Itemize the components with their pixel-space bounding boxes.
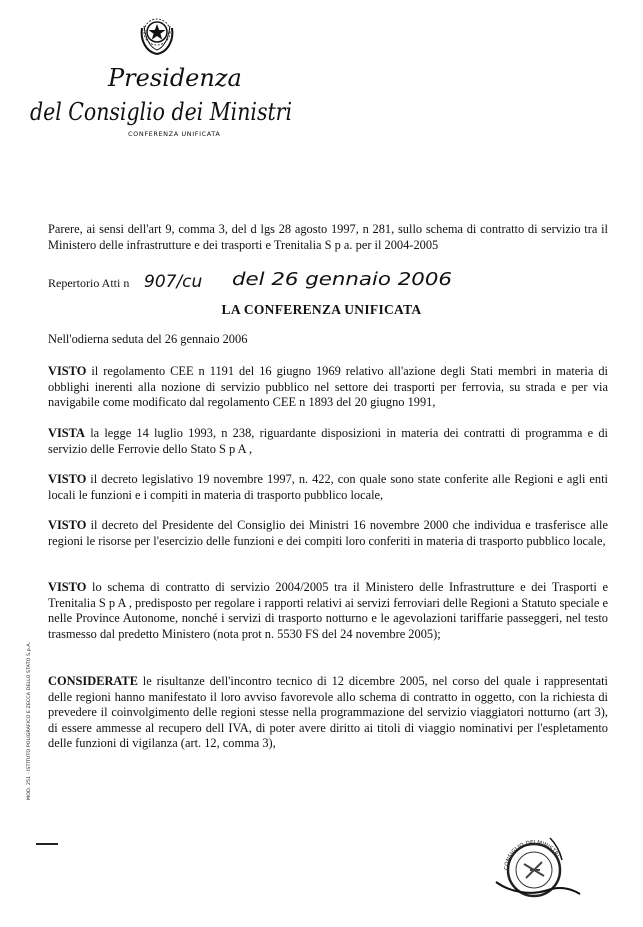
stamp-text: CONSIGLIO DEI MINISTRI xyxy=(503,839,561,871)
side-print-mark xyxy=(22,640,34,800)
paragraph-text: il decreto del Presidente del Consiglio dei Ministri 16 novembre 2000 che individua e trasferisce alle regioni le risorse per l'esercizio delle funzioni e dei compiti loro conferiti in materia di trasporto pubblico locale, xyxy=(48,518,608,548)
sub-office-label: CONFERENZA UNIFICATA xyxy=(128,130,221,138)
paragraph-text: la legge 14 luglio 1993, n 238, riguardante disposizioni in materia dei contratti di programma e di servizio delle Ferrovie dello Stato S p A , xyxy=(48,426,608,456)
paragraph-visto-3 xyxy=(48,518,608,549)
official-stamp-icon xyxy=(490,830,586,900)
repertorio-date: del 26 gennaio 2006 xyxy=(232,269,452,290)
republic-emblem-icon xyxy=(138,12,176,56)
repertorio-label: Repertorio Atti n xyxy=(48,276,130,290)
paragraph-text: il regolamento CEE n 1191 del 16 giugno 1969 relativo all'azione degli Stati membri in materia di obblighi inerenti alla nozione di servizio pubblico nel settore dei trasporti per ferrovia, su strada e per via navigabile come modificato dal regolamento CEE n 1893 del 20 giugno 1991, xyxy=(48,364,608,409)
office-line-1: Presidenza xyxy=(108,64,242,92)
paragraph-keyword: VISTA xyxy=(48,426,85,440)
margin-dash xyxy=(36,843,58,845)
paragraph-keyword: VISTO xyxy=(48,580,87,594)
subject-paragraph: Parere, ai sensi dell'art 9, comma 3, del d lgs 28 agosto 1997, n 281, sullo schema di contratto di servizio tra il Ministero delle infrastrutture e dei trasporti e Trenitalia S p a. per il 2004-2005 xyxy=(48,222,608,252)
paragraph-keyword: VISTO xyxy=(48,472,87,486)
office-header xyxy=(30,58,310,132)
session-line: Nell'odierna seduta del 26 gennaio 2006 xyxy=(48,332,248,346)
paragraph-keyword: CONSIDERATE xyxy=(48,674,138,688)
paragraph-vista xyxy=(48,426,608,457)
paragraph-text: le risultanze dell'incontro tecnico di 12 dicembre 2005, nel corso del quale i rappresentati delle regioni hanno manifestato il loro avviso favorevole allo schema di contratto in oggetto, con la richiesta di prevedere il coinvolgimento delle regioni stesse nella programmazione del servizio viaggiatori notturno (art 3), di essere ammesse al recupero dell IVA, di poter avere diritto ai titoli di viaggio nominativi per l'espletamento delle funzioni di vigilanza (art. 12, comma 3), xyxy=(48,674,608,750)
paragraph-text: il decreto legislativo 19 novembre 1997, n. 422, con quale sono state conferite alle Regioni e agli enti locali le funzioni e i compiti in materia di trasporto pubblico locale, xyxy=(48,472,608,502)
side-print-text: MOD. 251 - ISTITUTO POLIGRAFICO E ZECCA DELLO STATO S.p.A. xyxy=(26,663,31,800)
repertorio-row xyxy=(48,268,608,294)
paragraph-visto-4 xyxy=(48,580,608,642)
document-title: LA CONFERENZA UNIFICATA xyxy=(221,302,422,317)
paragraph-text: lo schema di contratto di servizio 2004/2005 tra il Ministero delle Infrastrutture e dei Trasporti e Trenitalia S p A , predisposto per regolare i rapporti relativi ai servizi ferroviari delle Regioni a Statuto speciale e nelle Province Autonome, nonché i servizi di trasporto notturno e le agevolazioni tariffarie passeggeri, nel testo trasmesso dal predetto Ministero (nota prot n. 5530 FS del 24 novembre 2005); xyxy=(48,580,608,641)
repertorio-handwriting xyxy=(144,268,464,294)
paragraph-considerate xyxy=(48,674,608,752)
paragraph-keyword: VISTO xyxy=(48,364,87,378)
repertorio-number: 907/cu xyxy=(144,272,203,292)
paragraph-visto-2 xyxy=(48,472,608,503)
office-line-2: del Consiglio dei Ministri xyxy=(30,98,292,126)
paragraph-visto-1 xyxy=(48,364,608,411)
paragraph-keyword: VISTO xyxy=(48,518,87,532)
